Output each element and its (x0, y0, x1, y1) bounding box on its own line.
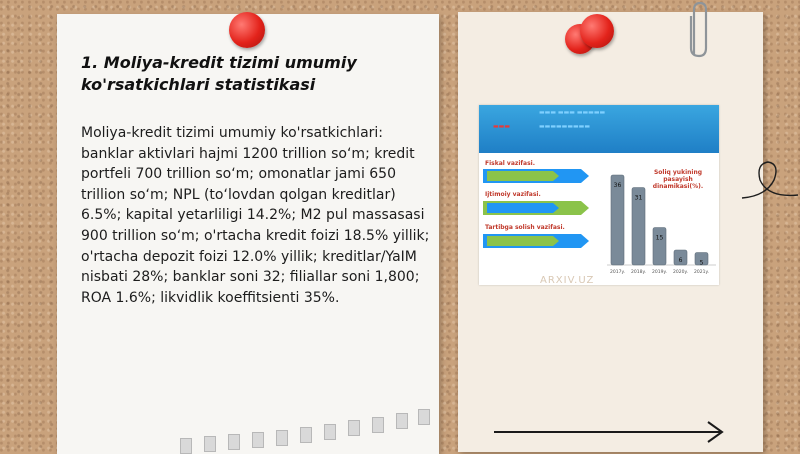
chart-title: Soliq yukining pasayish dinamikasi(%). (652, 169, 704, 190)
chart-bar (653, 228, 666, 266)
slide-header-text: ▬▬▬ ▬▬▬ ▬▬▬▬▬ (539, 109, 606, 116)
slide-header-accent: ▬▬▬ (493, 123, 511, 130)
chart-data-label: 6 (678, 257, 683, 264)
slide-header-text: ▬▬▬▬▬▬▬▬▬ (539, 123, 591, 130)
chart-data-label: 15 (655, 234, 664, 242)
right-arrow-icon (494, 420, 726, 448)
chart-x-tick-label: 2017y. (610, 270, 625, 275)
slide-section-label: Tartibga solish vazifasi. (485, 224, 565, 231)
tape-piece (372, 417, 384, 433)
tape-piece (396, 413, 408, 429)
chart-data-label: 31 (634, 194, 643, 202)
tape-piece (180, 438, 192, 454)
statistics-paragraph: Moliya-kredit tizimi umumiy ko'rsatkichlari: banklar aktivlari hajmi 1200 trillion so‘m; kredit portfeli 700 trillion so‘m; omonatlar jami 650 trillion so‘m; NPL (to‘lovdan qolgan kreditlar) 6.5%; kapital yetarliligi 14.2%; M2 pul massasasi 900 trillion so‘m; o'rtacha kredit foizi 18.5% yillik; o'rtacha depozit foizi 12.0% yillik; kreditlar/YaIM nisbati 28%; banklar soni 32; filiallar soni 1,800; ROA 1.6%; likvidlik koeffitsienti 35%. (81, 125, 430, 306)
chart-x-tick-label: 2019y. (652, 270, 667, 275)
tape-piece (348, 420, 360, 436)
tape-piece (228, 434, 240, 450)
watermark-text: ARXIV.UZ (540, 275, 595, 286)
chart-x-tick-label: 2020y. (673, 270, 688, 275)
embedded-slide-image (479, 105, 719, 285)
chart-data-label: 36 (613, 182, 622, 189)
tape-piece (252, 432, 264, 448)
push-pin-icon (580, 14, 614, 48)
scribble-doodle (738, 150, 800, 210)
bar-chart (479, 105, 719, 285)
chart-x-tick-label: 2018y. (631, 270, 646, 275)
tape-piece (300, 427, 312, 443)
section-heading: 1. Moliya-kredit tizimi umumiy ko'rsatkichlari statistikasi (81, 53, 357, 94)
push-pin-icon (229, 12, 265, 48)
slide-section-label: Ijtimoiy vazifasi. (485, 191, 541, 198)
torn-tape-strip (180, 408, 435, 450)
tape-piece (418, 409, 430, 425)
paperclip-icon (684, 0, 714, 62)
chart-x-tick-label: 2021y. (694, 270, 709, 275)
chart-data-label: 5 (699, 259, 704, 267)
slide-section-label: Fiskal vazifasi. (485, 160, 535, 167)
tape-piece (276, 430, 288, 446)
tape-piece (324, 424, 336, 440)
